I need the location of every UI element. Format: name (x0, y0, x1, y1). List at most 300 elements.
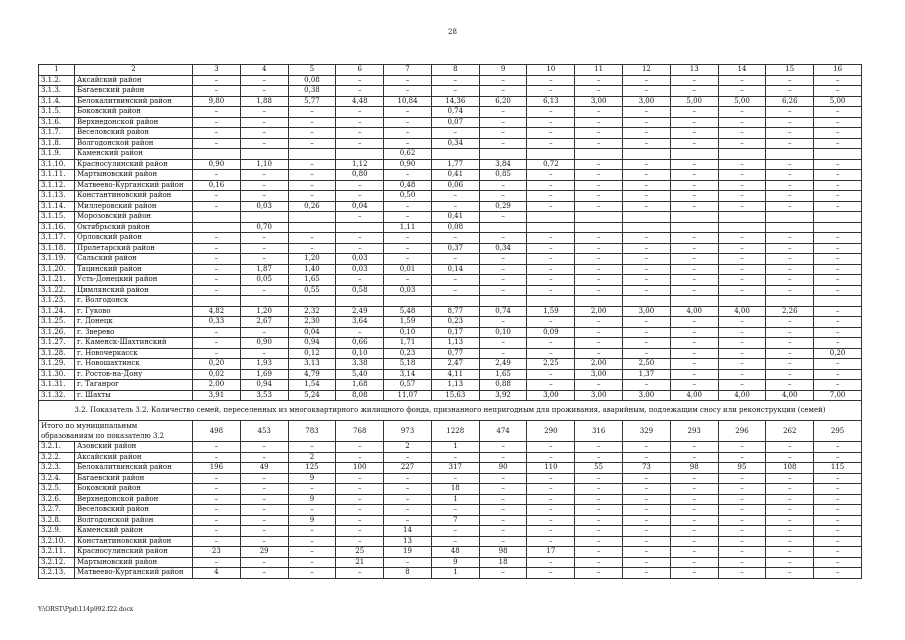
value-cell: 2,26 (766, 306, 814, 317)
value-cell: – (670, 494, 718, 505)
municipality-name-cell: Константиновский район (75, 191, 193, 202)
value-cell: 0,94 (240, 380, 288, 391)
value-cell: – (766, 107, 814, 118)
value-cell: – (718, 170, 766, 181)
value-cell: – (575, 170, 623, 181)
table-row (39, 233, 862, 244)
municipality-name-cell: Веселовский район (75, 505, 193, 516)
municipality-name-cell: Морозовский район (75, 212, 193, 223)
table-row (39, 505, 862, 516)
value-cell: – (718, 452, 766, 463)
value-cell: – (288, 128, 336, 139)
table-row (39, 494, 862, 505)
column-number-cell: 2 (75, 65, 193, 76)
value-cell: – (479, 264, 527, 275)
value-cell (814, 149, 862, 160)
value-cell: – (193, 86, 241, 97)
value-cell: – (479, 180, 527, 191)
value-cell: – (384, 473, 432, 484)
value-cell (718, 149, 766, 160)
value-cell: 0,88 (479, 380, 527, 391)
row-number-cell: 3.1.9. (39, 149, 75, 160)
value-cell: 4,11 (431, 369, 479, 380)
value-cell (766, 212, 814, 223)
value-cell: 0,23 (431, 317, 479, 328)
municipality-name-cell: Аксайский район (75, 75, 193, 86)
row-number-cell: 3.2.2. (39, 452, 75, 463)
value-cell: – (193, 128, 241, 139)
value-cell: 2,30 (288, 317, 336, 328)
value-cell: 108 (766, 463, 814, 474)
table-row (39, 547, 862, 558)
value-cell: 17 (527, 547, 575, 558)
table-row (39, 86, 862, 97)
value-cell: 0,10 (336, 348, 384, 359)
value-cell: 4,00 (718, 306, 766, 317)
table-row (39, 317, 862, 328)
value-cell: – (623, 526, 671, 537)
value-cell: – (431, 505, 479, 516)
value-cell: – (623, 338, 671, 349)
value-cell: – (240, 484, 288, 495)
value-cell: – (240, 515, 288, 526)
value-cell: 0,70 (240, 222, 288, 233)
value-cell: 2,49 (479, 359, 527, 370)
value-cell: – (814, 159, 862, 170)
value-cell (288, 296, 336, 307)
value-cell: 0,08 (288, 75, 336, 86)
value-cell: – (575, 338, 623, 349)
value-cell: – (718, 264, 766, 275)
value-cell: 1,88 (240, 96, 288, 107)
value-cell: – (240, 536, 288, 547)
value-cell: 0,09 (527, 327, 575, 338)
value-cell: 2,00 (575, 306, 623, 317)
value-cell: – (193, 526, 241, 537)
value-cell (575, 149, 623, 160)
value-cell: – (718, 547, 766, 558)
value-cell: – (527, 191, 575, 202)
value-cell: – (623, 505, 671, 516)
column-number-cell: 1 (39, 65, 75, 76)
value-cell: – (575, 86, 623, 97)
value-cell: – (623, 180, 671, 191)
value-cell (814, 222, 862, 233)
value-cell: – (575, 201, 623, 212)
value-cell: – (336, 107, 384, 118)
row-number-cell: 3.2.6. (39, 494, 75, 505)
value-cell: – (193, 484, 241, 495)
value-cell: – (336, 191, 384, 202)
value-cell: – (670, 369, 718, 380)
value-cell: – (670, 484, 718, 495)
value-cell: 0,41 (431, 170, 479, 181)
value-cell: – (288, 191, 336, 202)
value-cell: – (527, 484, 575, 495)
value-cell (336, 149, 384, 160)
value-cell: 0,23 (384, 348, 432, 359)
value-cell: – (670, 159, 718, 170)
value-cell: – (718, 275, 766, 286)
value-cell: 4,00 (670, 306, 718, 317)
value-cell: – (527, 254, 575, 265)
value-cell: – (670, 338, 718, 349)
value-cell: 0,34 (479, 243, 527, 254)
value-cell: – (766, 526, 814, 537)
value-cell: – (575, 191, 623, 202)
value-cell: – (814, 442, 862, 453)
value-cell: – (766, 536, 814, 547)
value-cell: 9 (288, 515, 336, 526)
row-number-cell: 3.2.13. (39, 568, 75, 579)
total-value-cell: 474 (479, 421, 527, 442)
municipality-name-cell: Мартыновский район (75, 170, 193, 181)
column-number-cell: 12 (623, 65, 671, 76)
municipality-name-cell: г. Зверево (75, 327, 193, 338)
value-cell: – (479, 128, 527, 139)
column-number-cell: 9 (479, 65, 527, 76)
row-number-cell: 3.1.27. (39, 338, 75, 349)
value-cell: – (623, 201, 671, 212)
value-cell (288, 222, 336, 233)
table-row (39, 96, 862, 107)
value-cell: – (336, 494, 384, 505)
value-cell: – (718, 380, 766, 391)
value-cell: 19 (384, 547, 432, 558)
value-cell: 3,14 (384, 369, 432, 380)
value-cell: – (670, 254, 718, 265)
municipality-name-cell: Аксайский район (75, 452, 193, 463)
value-cell: – (623, 243, 671, 254)
value-cell: – (814, 170, 862, 181)
value-cell: 1,87 (240, 264, 288, 275)
page-number: 28 (448, 28, 457, 36)
value-cell: 0,34 (431, 138, 479, 149)
value-cell: – (527, 369, 575, 380)
value-cell: – (288, 526, 336, 537)
row-number-cell: 3.2.1. (39, 442, 75, 453)
value-cell: – (670, 107, 718, 118)
value-cell: 3,84 (479, 159, 527, 170)
value-cell: – (336, 327, 384, 338)
value-cell: – (193, 170, 241, 181)
value-cell: 1,12 (336, 159, 384, 170)
value-cell (431, 149, 479, 160)
total-row (39, 421, 862, 442)
value-cell: 7 (431, 515, 479, 526)
value-cell: 0,10 (479, 327, 527, 338)
value-cell: 1,20 (288, 254, 336, 265)
value-cell (240, 149, 288, 160)
value-cell: – (479, 138, 527, 149)
value-cell: – (336, 180, 384, 191)
value-cell: – (240, 107, 288, 118)
value-cell: – (814, 128, 862, 139)
value-cell: – (766, 484, 814, 495)
value-cell: – (240, 526, 288, 537)
municipality-name-cell: Матвеево-Курганский район (75, 568, 193, 579)
table-row (39, 285, 862, 296)
municipality-name-cell: Миллеровский район (75, 201, 193, 212)
total-value-cell: 1228 (431, 421, 479, 442)
value-cell: 29 (240, 547, 288, 558)
value-cell: – (670, 452, 718, 463)
value-cell: – (336, 128, 384, 139)
value-cell: – (288, 568, 336, 579)
value-cell (623, 296, 671, 307)
value-cell: 9 (288, 473, 336, 484)
value-cell: – (623, 75, 671, 86)
value-cell: – (718, 191, 766, 202)
value-cell: – (288, 138, 336, 149)
value-cell: – (527, 285, 575, 296)
value-cell (193, 149, 241, 160)
table-row (39, 296, 862, 307)
value-cell (670, 222, 718, 233)
value-cell: – (814, 505, 862, 516)
municipality-name-cell: Красносулинский район (75, 547, 193, 558)
value-cell: 8,77 (431, 306, 479, 317)
value-cell: – (527, 75, 575, 86)
table-row (39, 348, 862, 359)
value-cell: 49 (240, 463, 288, 474)
indicator-table (38, 64, 862, 579)
table-row (39, 159, 862, 170)
value-cell: 125 (288, 463, 336, 474)
value-cell: – (527, 442, 575, 453)
value-cell: 0,04 (336, 201, 384, 212)
value-cell: – (240, 452, 288, 463)
value-cell: 0,20 (193, 359, 241, 370)
value-cell: – (670, 128, 718, 139)
value-cell: – (766, 275, 814, 286)
total-value-cell: 293 (670, 421, 718, 442)
value-cell: – (240, 128, 288, 139)
value-cell: – (336, 536, 384, 547)
table-row (39, 243, 862, 254)
value-cell: – (431, 233, 479, 244)
value-cell: – (479, 191, 527, 202)
value-cell: – (766, 515, 814, 526)
municipality-name-cell: Матвеево-Курганский район (75, 180, 193, 191)
value-cell: 4 (193, 568, 241, 579)
value-cell: – (623, 191, 671, 202)
value-cell: 0,62 (384, 149, 432, 160)
value-cell: – (670, 568, 718, 579)
value-cell: 2,67 (240, 317, 288, 328)
value-cell: 0,10 (384, 327, 432, 338)
column-number-cell: 5 (288, 65, 336, 76)
value-cell: – (623, 138, 671, 149)
value-cell (766, 296, 814, 307)
value-cell: – (814, 264, 862, 275)
value-cell: 1 (431, 568, 479, 579)
value-cell (240, 212, 288, 223)
value-cell: – (384, 452, 432, 463)
table-row (39, 306, 862, 317)
value-cell: 14,36 (431, 96, 479, 107)
value-cell: 5,48 (384, 306, 432, 317)
value-cell: – (623, 568, 671, 579)
value-cell: – (575, 547, 623, 558)
value-cell: 1,54 (288, 380, 336, 391)
value-cell: – (240, 505, 288, 516)
value-cell: 1,37 (623, 369, 671, 380)
value-cell: – (384, 515, 432, 526)
value-cell: – (527, 264, 575, 275)
table-row (39, 275, 862, 286)
value-cell (575, 212, 623, 223)
row-number-cell: 3.1.19. (39, 254, 75, 265)
value-cell: – (193, 243, 241, 254)
value-cell: – (718, 233, 766, 244)
value-cell: – (814, 380, 862, 391)
municipality-name-cell: Сальский район (75, 254, 193, 265)
value-cell: – (384, 557, 432, 568)
value-cell: 0,77 (431, 348, 479, 359)
table-row (39, 463, 862, 474)
total-label-cell: Итого по муниципальным образованиям по показателю 3.2 (39, 421, 193, 442)
municipality-name-cell: Мартыновский район (75, 557, 193, 568)
row-number-cell: 3.1.17. (39, 233, 75, 244)
value-cell: – (670, 201, 718, 212)
value-cell: – (718, 138, 766, 149)
value-cell: – (670, 180, 718, 191)
value-cell: 8 (384, 568, 432, 579)
value-cell: – (431, 254, 479, 265)
value-cell: 4,79 (288, 369, 336, 380)
value-cell: 10,84 (384, 96, 432, 107)
value-cell: – (240, 494, 288, 505)
column-number-cell: 16 (814, 65, 862, 76)
municipality-name-cell: г. Таганрог (75, 380, 193, 391)
value-cell: 3,38 (336, 359, 384, 370)
row-number-cell: 3.1.16. (39, 222, 75, 233)
row-number-cell: 3.1.6. (39, 117, 75, 128)
value-cell: 0,03 (384, 285, 432, 296)
value-cell: – (193, 107, 241, 118)
value-cell: – (575, 317, 623, 328)
value-cell: – (240, 170, 288, 181)
value-cell: 3,64 (336, 317, 384, 328)
value-cell: – (336, 568, 384, 579)
value-cell: – (288, 170, 336, 181)
value-cell: 0,80 (336, 170, 384, 181)
value-cell: – (766, 264, 814, 275)
value-cell: – (288, 547, 336, 558)
value-cell: 0,48 (384, 180, 432, 191)
value-cell: – (623, 275, 671, 286)
value-cell: 3,00 (575, 96, 623, 107)
total-value-cell: 768 (336, 421, 384, 442)
value-cell: – (766, 86, 814, 97)
value-cell: – (814, 494, 862, 505)
value-cell: – (384, 128, 432, 139)
value-cell: – (527, 243, 575, 254)
value-cell: – (670, 515, 718, 526)
table-row (39, 484, 862, 495)
value-cell (766, 222, 814, 233)
value-cell: – (384, 107, 432, 118)
value-cell: – (288, 442, 336, 453)
row-number-cell: 3.1.8. (39, 138, 75, 149)
value-cell: – (670, 547, 718, 558)
value-cell: – (814, 180, 862, 191)
value-cell: – (575, 243, 623, 254)
value-cell: – (479, 233, 527, 244)
value-cell: – (479, 75, 527, 86)
total-value-cell: 316 (575, 421, 623, 442)
municipality-name-cell: Волгодонской район (75, 138, 193, 149)
value-cell: – (479, 285, 527, 296)
value-cell: 1,59 (384, 317, 432, 328)
municipality-name-cell: Орловский район (75, 233, 193, 244)
value-cell (766, 149, 814, 160)
value-cell: – (814, 138, 862, 149)
value-cell: – (718, 285, 766, 296)
table-row (39, 170, 862, 181)
value-cell: 98 (670, 463, 718, 474)
value-cell: – (670, 285, 718, 296)
value-cell: – (623, 380, 671, 391)
row-number-cell: 3.1.11. (39, 170, 75, 181)
municipality-name-cell: Каменский район (75, 526, 193, 537)
value-cell: – (718, 484, 766, 495)
value-cell: 115 (814, 463, 862, 474)
value-cell: – (623, 515, 671, 526)
row-number-cell: 3.1.5. (39, 107, 75, 118)
table-row (39, 390, 862, 401)
table-row (39, 149, 862, 160)
table-row (39, 515, 862, 526)
value-cell: 0,03 (336, 254, 384, 265)
value-cell: – (718, 201, 766, 212)
value-cell: – (718, 128, 766, 139)
municipality-name-cell: г. Донецк (75, 317, 193, 328)
municipality-name-cell: Веселовский район (75, 128, 193, 139)
value-cell: – (814, 568, 862, 579)
value-cell: – (814, 191, 862, 202)
value-cell: – (766, 201, 814, 212)
value-cell: – (336, 212, 384, 223)
total-value-cell: 783 (288, 421, 336, 442)
value-cell: 14 (384, 526, 432, 537)
value-cell: – (670, 327, 718, 338)
value-cell: – (670, 138, 718, 149)
row-number-cell: 3.1.14. (39, 201, 75, 212)
table-row (39, 327, 862, 338)
value-cell (623, 212, 671, 223)
value-cell: – (575, 515, 623, 526)
value-cell: – (527, 515, 575, 526)
value-cell: – (240, 243, 288, 254)
column-number-cell: 3 (193, 65, 241, 76)
value-cell: – (479, 505, 527, 516)
value-cell: – (766, 348, 814, 359)
value-cell: 9 (288, 494, 336, 505)
value-cell: – (766, 505, 814, 516)
value-cell: – (814, 117, 862, 128)
table-row (39, 536, 862, 547)
value-cell: – (384, 254, 432, 265)
value-cell: – (575, 327, 623, 338)
value-cell: – (575, 75, 623, 86)
value-cell: – (718, 117, 766, 128)
section-title: 3.2. Показатель 3.2. Количество семей, переселенных из многоквартирного жилищного фонда, признанного непригодным для проживания, аварийным, подлежащим сносу или реконструкции (семей) (39, 401, 862, 421)
value-cell: – (766, 254, 814, 265)
value-cell: – (288, 233, 336, 244)
total-value-cell: 295 (814, 421, 862, 442)
